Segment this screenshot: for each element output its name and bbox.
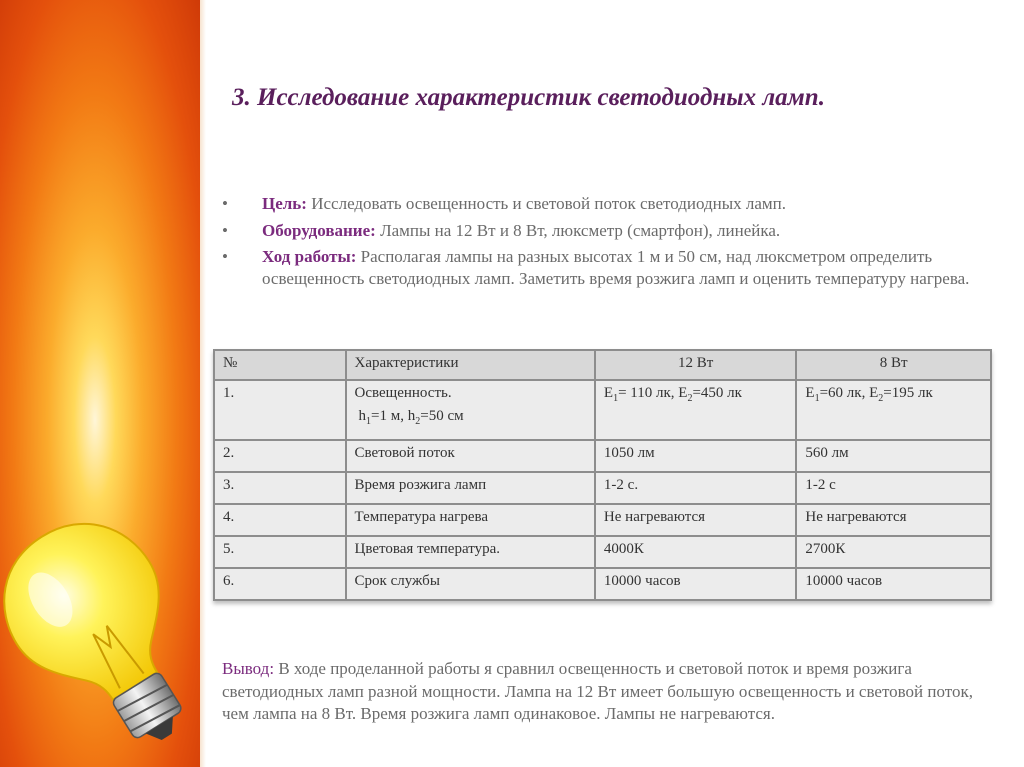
row-number: 1. [214, 380, 346, 440]
procedure-label: Ход работы: [262, 247, 357, 266]
table-row [214, 440, 991, 472]
row-characteristic: Температура нагрева [346, 504, 595, 536]
e2-subscript: 2 [878, 393, 884, 404]
e-end-text: =195 лк [883, 385, 933, 401]
illumination-label: Освещенность. [354, 385, 452, 401]
table-row [214, 536, 991, 568]
e2-subscript: 2 [687, 393, 693, 404]
header-number: № [214, 350, 346, 380]
row-value-8w [796, 380, 991, 440]
e1-subscript: 1 [814, 393, 820, 404]
bullet-procedure [222, 246, 982, 289]
h2-subscript: 2 [415, 416, 421, 427]
header-12w: 12 Вт [595, 350, 797, 380]
row-value-12w: 1-2 с. [595, 472, 797, 504]
table-row [214, 568, 991, 600]
e-symbol: E [603, 385, 614, 401]
slide-title: 3. Исследование характеристик светодиодных ламп. [232, 84, 825, 111]
row-value-8w: 10000 часов [796, 568, 991, 600]
decorative-side-panel [0, 0, 200, 767]
row-number: 6. [214, 568, 346, 600]
heights-label [355, 408, 586, 427]
bullet-goal [222, 193, 982, 215]
row-number: 2. [214, 440, 346, 472]
row-characteristic [346, 380, 595, 440]
row-value-12w [595, 380, 797, 440]
bullet-marker: • [222, 194, 228, 213]
row-value-8w: 560 лм [796, 440, 991, 472]
row-value-12w: Не нагреваются [595, 504, 797, 536]
goal-text: Исследовать освещенность и световой поток светодиодных ламп. [306, 194, 787, 213]
row-value-12w: 1050 лм [595, 440, 797, 472]
h-symbol: h [358, 408, 367, 424]
table-header-row [214, 350, 991, 380]
header-8w: 8 Вт [796, 350, 991, 380]
row-value-12w: 4000К [595, 536, 797, 568]
row-characteristic: Время розжига ламп [346, 472, 595, 504]
equipment-label: Оборудование: [262, 220, 376, 240]
row-value-12w: 10000 часов [595, 568, 797, 600]
e-mid-text: = 110 лк, E [618, 385, 688, 401]
equipment-text: Лампы на 12 Вт и 8 Вт, люксметр (смартфон), линейка. [375, 220, 781, 240]
h1-subscript: 1 [366, 416, 372, 427]
conclusion-paragraph [222, 658, 982, 726]
header-characteristics: Характеристики [346, 350, 595, 380]
h-suffix-text: =50 см [420, 408, 464, 424]
light-bulb-icon [0, 500, 200, 767]
e-end-text: =450 лк [692, 385, 742, 401]
e1-subscript: 1 [613, 393, 619, 404]
bullet-equipment [222, 220, 982, 242]
e-symbol: E [805, 385, 815, 401]
row-characteristic: Цветовая температура. [346, 536, 595, 568]
characteristics-table [213, 349, 992, 601]
row-value-8w: 1-2 с [796, 472, 991, 504]
procedure-text: Располагая лампы на разных высотах 1 м и 50 см, над люксметром определить освещенность светодиодных ламп. Заметить время розжига ламп и оценить температуру нагрева. [262, 247, 970, 288]
h-mid-text: =1 м, h [371, 408, 416, 424]
table-row [214, 504, 991, 536]
row-number: 3. [214, 472, 346, 504]
conclusion-label: Вывод: [222, 659, 275, 678]
goal-label: Цель: [262, 194, 307, 213]
conclusion-text: В ходе проделанной работы я сравнил освещенность и световой поток и время розжига светодиодных ламп разной мощности. Лампа на 12 Вт имеет большую освещенность и световой поток, чем лампа на 8 Вт. Время розжига ламп одинаковое. Лампы не нагреваются. [222, 659, 973, 723]
bullet-list [222, 193, 982, 294]
panel-edge-divider [200, 0, 206, 767]
row-value-8w: Не нагреваются [796, 504, 991, 536]
table-row [214, 380, 991, 440]
row-value-8w: 2700К [796, 536, 991, 568]
row-characteristic: Световой поток [346, 440, 595, 472]
table-row [214, 472, 991, 504]
row-number: 5. [214, 536, 346, 568]
row-number: 4. [214, 504, 346, 536]
bullet-marker: • [222, 247, 228, 266]
row-characteristic: Срок службы [346, 568, 595, 600]
bullet-marker: • [222, 220, 228, 240]
e-mid-text: =60 лк, E [819, 385, 879, 401]
